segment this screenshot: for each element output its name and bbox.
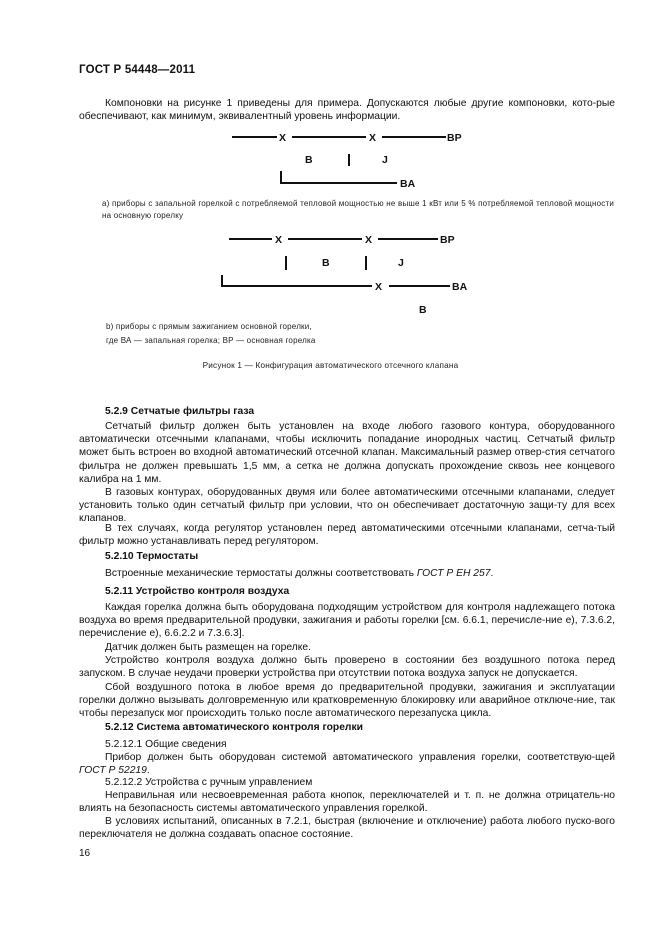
standard-ref-52219: ГОСТ Р 52219 — [79, 765, 147, 777]
fig-b-x2: X — [365, 234, 373, 246]
fig-a-bp: BP — [447, 132, 462, 144]
fig-a-j: J — [382, 154, 388, 166]
s5212-sub1: 5.2.12.1 Общие сведения — [105, 739, 227, 750]
standard-ref-en257: ГОСТ Р ЕН 257 — [416, 568, 491, 579]
s5212-p2: Неправильная или несвоевременная работа кнопок, переключателей и т. п. не должна отрицатель-но влиять на безопасность системы автоматического управления горелкой. — [79, 790, 615, 815]
fig-b-b2: B — [419, 304, 427, 316]
s5211-p4: Сбой воздушного потока в любое время до предварительной продувки, зажигания и эксплуатации горелки должно вызывать долговременную или кратковременную блокировку или аварийное отключе-ние, так чтобы перезапуск мог происходить только после автоматического перезапуска цикла. — [79, 682, 615, 720]
fig-a-caption: a) приборы с запальной горелкой с потребляемой тепловой мощностью не выше 1 кВт или 5 % потребляемой тепловой мощности на основную горелку — [102, 199, 614, 220]
fig-b-bp: BP — [440, 234, 455, 246]
fig-b-ba: BA — [452, 281, 468, 293]
s5212-p3: В условиях испытаний, описанных в 7.2.1, быстрая (включение и отключение) работа любого пуско-вого переключателя не должна создавать опасное состояние. — [79, 816, 615, 841]
fig-b-caption-1: b) приборы с прямым зажиганием основной горелки, — [106, 322, 312, 331]
s529-p1: Сетчатый фильтр должен быть установлен на входе любого газового контура, оборудованного автоматически отсечными клапанами, чтобы исключить попадание инородных частиц. Сетчатый фильтр может быть встроен во входной автоматический отсечной клапан. Максимальный размер отвер-стия сетчатого фильтра не должен превышать 1,5 мм, а сетка не должна допускать прохождение сквозь нее концевого калибра на 1 мм. — [79, 421, 615, 485]
section-5-2-9-title: 5.2.9 Сетчатые фильтры газа — [105, 406, 255, 417]
section-5-2-12-title: 5.2.12 Система автоматического контроля горелки — [105, 722, 363, 733]
intro-paragraph: Компоновки на рисунке 1 приведены для примера. Допускаются любые другие компоновки, кото-рые обеспечивают, как минимум, эквивалентный уровень информации. — [79, 98, 615, 123]
s5211-p2: Датчик должен быть размещен на горелке. — [105, 642, 311, 653]
page-number: 16 — [79, 848, 91, 859]
fig-a-x2: X — [369, 132, 377, 144]
s529-p3: В тех случаях, когда регулятор установлен перед автоматическими отсечными клапанами, сетча-тый фильтр можно устанавливать перед регулятором. — [79, 523, 615, 548]
fig-b-j: J — [398, 257, 404, 269]
document-header: ГОСТ Р 54448—2011 — [79, 64, 196, 76]
s5212-p1: Прибор должен быть оборудован системой автоматического управления горелки, соответствую-щей ГОСТ Р 52219. — [79, 752, 615, 777]
s529-p2: В газовых контурах, оборудованных двумя или более автоматическими отсечными клапанами, следует установить только один сетчатый фильтр при условии, что он обеспечивает достаточную защи-ту для всех клапанов. — [79, 487, 615, 525]
section-5-2-11-title: 5.2.11 Устройство контроля воздуха — [105, 586, 290, 597]
fig-b-b1: B — [322, 257, 330, 269]
fig-a-ba: BA — [400, 178, 416, 190]
fig-b-caption-2: где ВА — запальная горелка; ВР — основная горелка — [106, 336, 316, 345]
figure-a-diagram — [0, 0, 661, 340]
figure-title: Рисунок 1 — Конфигурация автоматического отсечного клапана — [202, 361, 459, 370]
fig-b-x3: X — [375, 281, 383, 293]
s5212-sub2: 5.2.12.2 Устройства с ручным управлением — [105, 777, 313, 788]
section-5-2-10-title: 5.2.10 Термостаты — [105, 551, 199, 562]
fig-b-x1: X — [275, 234, 283, 246]
s5211-p3: Устройство контроля воздуха должно быть проверено в состоянии без воздушного потока перед запуском. В случае неудачи проверки устройства при отсутствии потока воздуха запуск не допускается. — [79, 655, 615, 680]
fig-a-b: B — [305, 154, 313, 166]
fig-a-x1: X — [279, 132, 287, 144]
s5211-p1: Каждая горелка должна быть оборудована подходящим устройством для контроля надлежащего потока воздуха во время предварительной продувки, зажигания и работы горелки [см. 6.6.1, перечисле-ние е), 7.3.6.2, перечисление е), 6.6.2.2 и 7.3.6.3]. — [79, 602, 615, 640]
s5210-p1: Встроенные механические термостаты должны соответствовать ГОСТ Р ЕН 257. — [105, 568, 494, 579]
